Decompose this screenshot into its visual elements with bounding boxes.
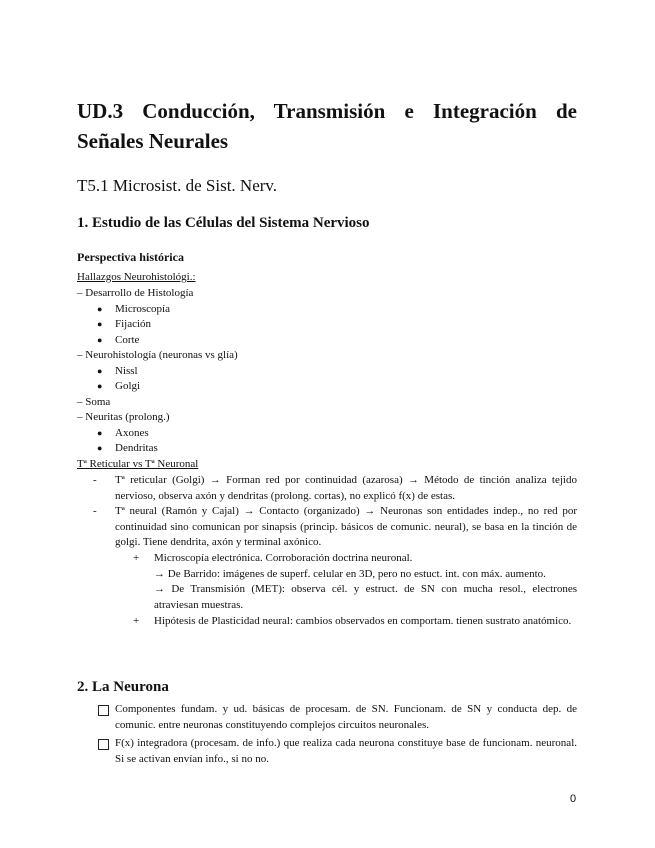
- subheading-perspectiva: Perspectiva histórica: [77, 250, 184, 264]
- page-number: 0: [570, 793, 577, 805]
- bullet-icon: ●: [97, 335, 103, 345]
- bullet-icon: ●: [97, 428, 103, 438]
- list-item: Golgi: [115, 380, 141, 392]
- plus-icon: +: [133, 552, 140, 564]
- hallazgos-label: Hallazgos Neurohistológi.:: [77, 271, 196, 283]
- neurona-item-1: Componentes fundam. y ud. básicas de procesam. de SN. Funcionam. de SN y conducta dep. de comunic. entre neuronas constituyendo complejos circuitos neuronales.: [115, 703, 577, 731]
- bullet-icon: ●: [97, 304, 103, 314]
- bullet-icon: ●: [97, 366, 103, 376]
- reticular-paragraph: Tª reticular (Golgi) → Forman red por continuidad (azarosa) → Método de tinción analiza tejido nervioso, observa axón y dendritas (prolong. cortas), no explicó f(x) de estas.: [115, 474, 577, 502]
- checkbox-icon: [98, 705, 109, 716]
- neurohistologia-line: – Neurohistología (neuronas vs glía): [77, 349, 238, 361]
- bullet-icon: ●: [97, 319, 103, 329]
- neural-paragraph: Tª neural (Ramón y Cajal) → Contacto (organizado) → Neuronas son entidades indep., no red por continuidad sino comunican por sinapsis (princip. básicos de comunic. neural), se basa en la tinción de golgi. Tiene dendrita, axón y terminal axónico.: [115, 505, 577, 548]
- teoria-label: Tª Reticular vs Tª Neuronal: [77, 458, 199, 470]
- list-item: Fijación: [115, 318, 152, 330]
- list-item: Microscopía: [115, 303, 170, 315]
- dash-icon: -: [93, 474, 97, 486]
- plasticidad-paragraph: Hipótesis de Plasticidad neural: cambios observados en comportam. tienen sustrato anatómico.: [154, 615, 572, 627]
- section-heading-2: 2. La Neurona: [77, 679, 169, 695]
- transmision-paragraph: → De Transmisión (MET): observa cél. y estruct. de SN con mucha resol., electrones atraviesan muestras.: [154, 583, 577, 611]
- list-item: Axones: [115, 427, 149, 439]
- neuritas-line: – Neuritas (prolong.): [77, 411, 170, 423]
- microscopia-line: Microscopía electrónica. Corroboración doctrina neuronal.: [154, 552, 413, 564]
- list-item: Nissl: [115, 365, 138, 377]
- neurona-item-2: F(x) integradora (procesam. de info.) que realiza cada neurona constituye base de funcionam. neuronal. Si se activan envían info., si no no.: [115, 737, 577, 765]
- bullet-icon: ●: [97, 381, 103, 391]
- plus-icon: +: [133, 615, 140, 627]
- section-heading-1: 1. Estudio de las Células del Sistema Nervioso: [77, 215, 370, 231]
- histologia-line: – Desarrollo de Histología: [77, 287, 194, 299]
- soma-line: – Soma: [77, 396, 111, 408]
- checkbox-icon: [98, 739, 109, 750]
- barrido-line: → De Barrido: imágenes de superf. celular en 3D, pero no estuct. int. con máx. aumento.: [154, 568, 546, 580]
- list-item: Corte: [115, 334, 140, 346]
- bullet-icon: ●: [97, 443, 103, 453]
- list-item: Dendritas: [115, 442, 158, 454]
- unit-subtitle: T5.1 Microsist. de Sist. Nerv.: [77, 176, 278, 195]
- dash-icon: -: [93, 505, 97, 517]
- page-title: UD.3 Conducción, Transmisión e Integración de Señales Neurales: [77, 99, 577, 153]
